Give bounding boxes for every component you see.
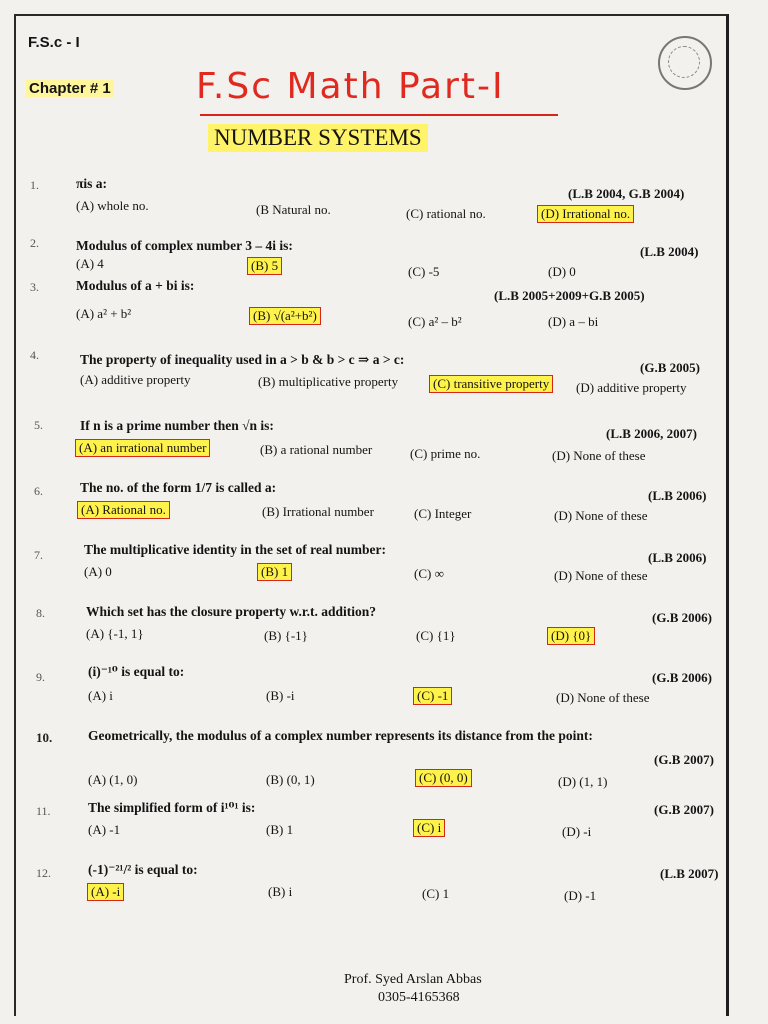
option-b: (B) i (268, 884, 293, 899)
option-b: (B) (0, 1) (266, 772, 315, 787)
question-number: 8. (36, 606, 45, 620)
option-a-answer: (A) an irrational number (76, 440, 209, 456)
question-number: 4. (30, 348, 39, 362)
option-d: (D) None of these (554, 508, 648, 523)
title-underline (200, 114, 558, 116)
question-reference: (L.B 2007) (660, 866, 719, 881)
option-c: (C) prime no. (410, 446, 481, 461)
option-c-answer: (C) -1 (414, 688, 451, 704)
option-b: (B) multiplicative property (258, 374, 399, 389)
option-a-answer: (A) Rational no. (78, 502, 169, 518)
option-c: (C) rational no. (406, 206, 486, 221)
question-number: 11. (36, 804, 51, 818)
option-c-answer: (C) (0, 0) (416, 770, 471, 786)
question-reference: (L.B 2004, G.B 2004) (568, 186, 685, 201)
question-text: Geometrically, the modulus of a complex number represents its distance from the point: (88, 728, 593, 743)
option-b: (B) -i (266, 688, 295, 703)
option-d: (D) None of these (556, 690, 650, 705)
course-label: F.S.c - I (28, 34, 80, 51)
option-a: (A) (1, 0) (88, 772, 138, 787)
question-reference: (L.B 2006, 2007) (606, 426, 697, 441)
question-text: (i)⁻¹⁰ is equal to: (88, 664, 185, 679)
question-number: 1. (30, 178, 39, 192)
option-c-answer: (C) transitive property (430, 376, 552, 392)
question-text: πis a: (76, 176, 108, 191)
option-b: (B) a rational number (260, 442, 373, 457)
question-number: 6. (34, 484, 43, 498)
question-reference: (G.B 2005) (640, 360, 700, 375)
question-text: (-1)⁻²¹/² is equal to: (88, 862, 198, 877)
question-number: 5. (34, 418, 43, 432)
chapter-label: Chapter # 1 (26, 80, 114, 97)
option-b-answer: (B) √(a²+b²) (250, 308, 320, 324)
question-text: Modulus of a + bi is: (76, 278, 195, 293)
question-text: If n is a prime number then √n is: (80, 418, 274, 433)
question-text: Modulus of complex number 3 – 4i is: (76, 238, 293, 253)
question-reference: (L.B 2004) (640, 244, 699, 259)
option-b: (B) Irrational number (262, 504, 374, 519)
option-d: (D) (1, 1) (558, 774, 608, 789)
handwritten-title: F.Sc Math Part-I (196, 66, 505, 107)
option-a: (A) i (88, 688, 113, 703)
option-c: (C) 1 (422, 886, 450, 901)
stamp-seal (658, 36, 712, 90)
option-b: (B) 1 (266, 822, 294, 837)
question-number: 7. (34, 548, 43, 562)
question-text: The property of inequality used in a > b & b > c ⇒ a > c: (80, 352, 405, 367)
option-a: (A) {-1, 1} (86, 626, 144, 641)
question-reference: (G.B 2007) (654, 752, 714, 767)
question-reference: (G.B 2007) (654, 802, 714, 817)
question-reference: (G.B 2006) (652, 670, 712, 685)
option-a-answer: (A) -i (88, 884, 123, 900)
option-d: (D) -i (562, 824, 592, 839)
option-d: (D) None of these (554, 568, 648, 583)
option-b-answer: (B) 1 (258, 564, 291, 580)
option-b: (B Natural no. (256, 202, 331, 217)
option-a: (A) a² + b² (76, 306, 132, 321)
question-text: The multiplicative identity in the set of real number: (84, 542, 386, 557)
option-d: (D) -1 (564, 888, 597, 903)
question-reference: (L.B 2006) (648, 550, 707, 565)
footer-author: Prof. Syed Arslan Abbas (344, 972, 482, 987)
option-c: (C) -5 (408, 264, 440, 279)
question-text: Which set has the closure property w.r.t. addition? (86, 604, 377, 619)
option-d-answer: (D) {0} (548, 628, 594, 644)
option-a: (A) -1 (88, 822, 121, 837)
option-c: (C) {1} (416, 628, 456, 643)
question-number: 2. (30, 236, 39, 250)
option-d: (D) None of these (552, 448, 646, 463)
question-reference: (L.B 2006) (648, 488, 707, 503)
option-d: (D) a – bi (548, 314, 599, 329)
option-b: (B) {-1} (264, 628, 308, 643)
option-c: (C) ∞ (414, 566, 444, 581)
option-c: (C) Integer (414, 506, 472, 521)
option-d-answer: (D) Irrational no. (538, 206, 633, 222)
option-d: (D) additive property (576, 380, 687, 395)
question-reference: (L.B 2005+2009+G.B 2005) (494, 288, 645, 303)
question-number: 12. (36, 866, 51, 880)
question-number: 3. (30, 280, 39, 294)
page-heading: NUMBER SYSTEMS (208, 124, 428, 152)
question-number: 10. (36, 730, 53, 745)
question-number: 9. (36, 670, 45, 684)
option-b-answer: (B) 5 (248, 258, 281, 274)
option-a: (A) whole no. (76, 198, 149, 213)
option-c: (C) a² – b² (408, 314, 462, 329)
option-a: (A) 4 (76, 256, 104, 271)
option-c-answer: (C) i (414, 820, 444, 836)
option-a: (A) additive property (80, 372, 191, 387)
question-text: The simplified form of i¹⁰¹ is: (88, 800, 256, 815)
question-text: The no. of the form 1/7 is called a: (80, 480, 277, 495)
option-a: (A) 0 (84, 564, 112, 579)
question-reference: (G.B 2006) (652, 610, 712, 625)
footer-phone: 0305-4165368 (378, 990, 460, 1005)
option-d: (D) 0 (548, 264, 576, 279)
